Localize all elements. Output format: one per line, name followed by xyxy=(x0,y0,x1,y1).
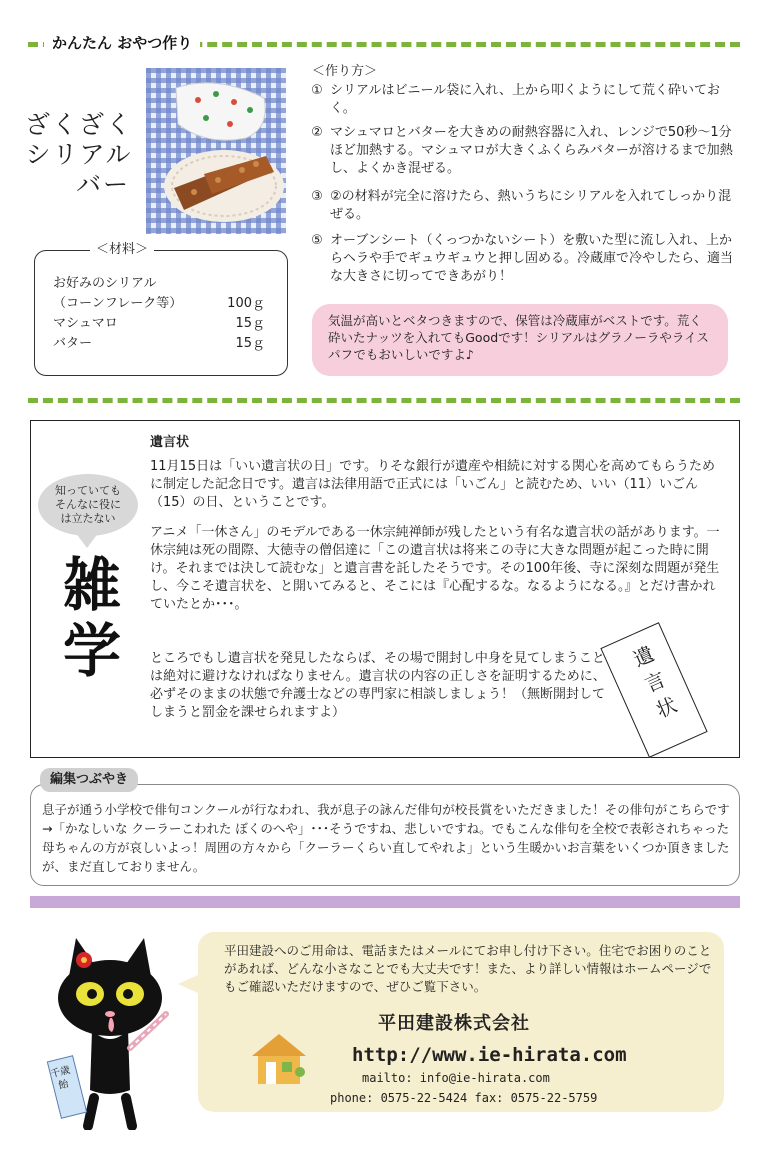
section-title-snack: かんたん おやつ作り xyxy=(44,30,200,56)
big-label-char: 雑 xyxy=(62,551,121,619)
recipe-title-line: バー xyxy=(75,170,130,199)
step-number: ① xyxy=(311,83,323,98)
footer-bubble-tail xyxy=(178,974,200,994)
ingredient-name: お好みのシリアル xyxy=(53,276,157,291)
recipe-title-line: ざくざく xyxy=(24,110,133,139)
ingredients-header: ＜材料＞ xyxy=(90,242,154,258)
footer-divider xyxy=(30,896,740,908)
step-text: ②の材料が完全に溶けたら、熱いうちにシリアルを入れてしっかり混ぜる。 xyxy=(330,189,732,222)
step-number: ⑤ xyxy=(311,233,323,248)
section-divider-middle xyxy=(28,398,740,403)
storage-tip: 気温が高いとベタつきますので、保管は冷蔵庫がベストです。荒く砕いたナッツを入れてもGoodです！シリアルはグラノーラやライスパフでもおいしいですよ♪ xyxy=(312,304,728,376)
ingredient-name: マシュマロ xyxy=(53,316,118,331)
recipe-title xyxy=(20,110,138,200)
recipe-title-line: シリアル xyxy=(25,140,133,169)
will-label-char: 言 xyxy=(640,666,670,698)
candy-bag-label: 千歳飴 xyxy=(49,1064,72,1092)
recipe-step xyxy=(308,124,738,178)
ingredient-amount: 15ｇ xyxy=(235,336,265,351)
recipe-step xyxy=(308,232,738,286)
step-number: ③ xyxy=(311,189,323,204)
bubble-line: そんなに役に xyxy=(55,498,121,511)
recipe-step xyxy=(308,188,738,224)
ingredient-name: バター xyxy=(53,336,93,351)
bubble-line: 知っていても xyxy=(55,484,121,497)
company-name: 平田建設株式会社 xyxy=(378,1013,530,1034)
black-cat-mascot xyxy=(40,930,180,1130)
cereal-bar-photo xyxy=(146,68,286,234)
contact-message: 平田建設へのご用命は、電話またはメールにてお申し付け下さい。住宅でお困りのことがあれば、どんな小さなことでも大丈夫です！また、より詳しい情報はホームページでもご確認いただけますので、ぜひご覧下さい。 xyxy=(224,943,712,994)
editor-note-text: 息子が通う小学校で俳句コンクールが行なわれ、我が息子の詠んだ俳句が校長賞をいただきました！その俳句がこちらです→「かなしいな クーラーこわれた ぼくのへや」･･･そうですね、悲しいですね。でもこんな俳句を全校で表彰されちゃった母ちゃんの方が哀しいよっ！周囲の方々から「クーラーくらい直してやれよ」という生暖かいお言葉をいくつか頂きましたが、まだ直しておりません。 xyxy=(42,802,730,874)
trivia-paragraph: ところでもし遺言状を発見したならば、その場で開封し中身を見てしまうことは絶対に避けなければなりません。遺言状の内容の正しさを証明するために、必ずそのままの状態で弁護士などの専門家に相談しましょう！（無断開封してしまうと罰金を課せられますよ） xyxy=(150,651,606,720)
speech-bubble-tail xyxy=(75,532,99,548)
step-number: ② xyxy=(311,125,323,140)
will-label-char: 遺 xyxy=(629,641,658,672)
trivia-title: 遺言状 xyxy=(150,435,190,450)
trivia-paragraph: 11月15日は「いい遺言状の日」です。りそな銀行が遺産や相続に対する関心を高めてもらうために制定した記念日です。遺言は法律用語で正式には「いごん」と読むため、いい（11）いごん（15）の日、ということです。 xyxy=(150,459,716,510)
step-text: シリアルはビニール袋に入れ、上から叩くようにして荒く砕いておく。 xyxy=(330,83,721,116)
editor-note-tab: 編集つぶやき xyxy=(40,768,138,792)
steps-header: ＜作り方＞ xyxy=(312,64,378,79)
will-label-char: 状 xyxy=(652,692,681,723)
email-address[interactable]: mailto: info@ie-hirata.com xyxy=(362,1071,550,1085)
trivia-paragraph: アニメ「一休さん」のモデルである一休宗純禅師が残したという有名な遺言状の話があります。一休宗純は死の間際、大徳寺の僧侶達に「この遺言状は将来この寺に大きな問題が起こった時に開け。それまでは決して読むな」と遺言書を託したそうです。その100年後、寺に深刻な問題が発生し、今こそ遺言状を、と開いてみると、そこには『心配するな。なるようになる。』とだけ書かれていたとか･･･。 xyxy=(150,525,720,612)
ingredient-amount: 100ｇ xyxy=(227,296,265,311)
trivia-big-label xyxy=(40,552,144,684)
big-label-char: 学 xyxy=(62,617,121,685)
phone-fax: phone: 0575-22-5424 fax: 0575-22-5759 xyxy=(330,1091,598,1105)
bubble-text xyxy=(38,484,138,526)
house-logo-icon xyxy=(248,1028,310,1088)
ingredient-name: （コーンフレーク等） xyxy=(53,296,183,311)
step-text: マシュマロとバターを大きめの耐熱容器に入れ、レンジで50秒〜1分ほど加熱する。マシュマロが大きくふくらみバターが溶けるまで加熱し、よくかき混ぜる。 xyxy=(330,125,733,176)
website-url[interactable]: http://www.ie-hirata.com xyxy=(352,1044,627,1066)
bubble-line: は立たない xyxy=(60,512,116,525)
recipe-step xyxy=(308,82,738,118)
step-text: オーブンシート（くっつかないシート）を敷いた型に流し入れ、上からヘラや手でギュウギュウと押し固める。冷蔵庫で冷やしたら、適当な大きさに切ってできあがり！ xyxy=(330,233,734,284)
ingredients-box xyxy=(34,250,288,376)
ingredient-amount: 15ｇ xyxy=(235,316,265,331)
